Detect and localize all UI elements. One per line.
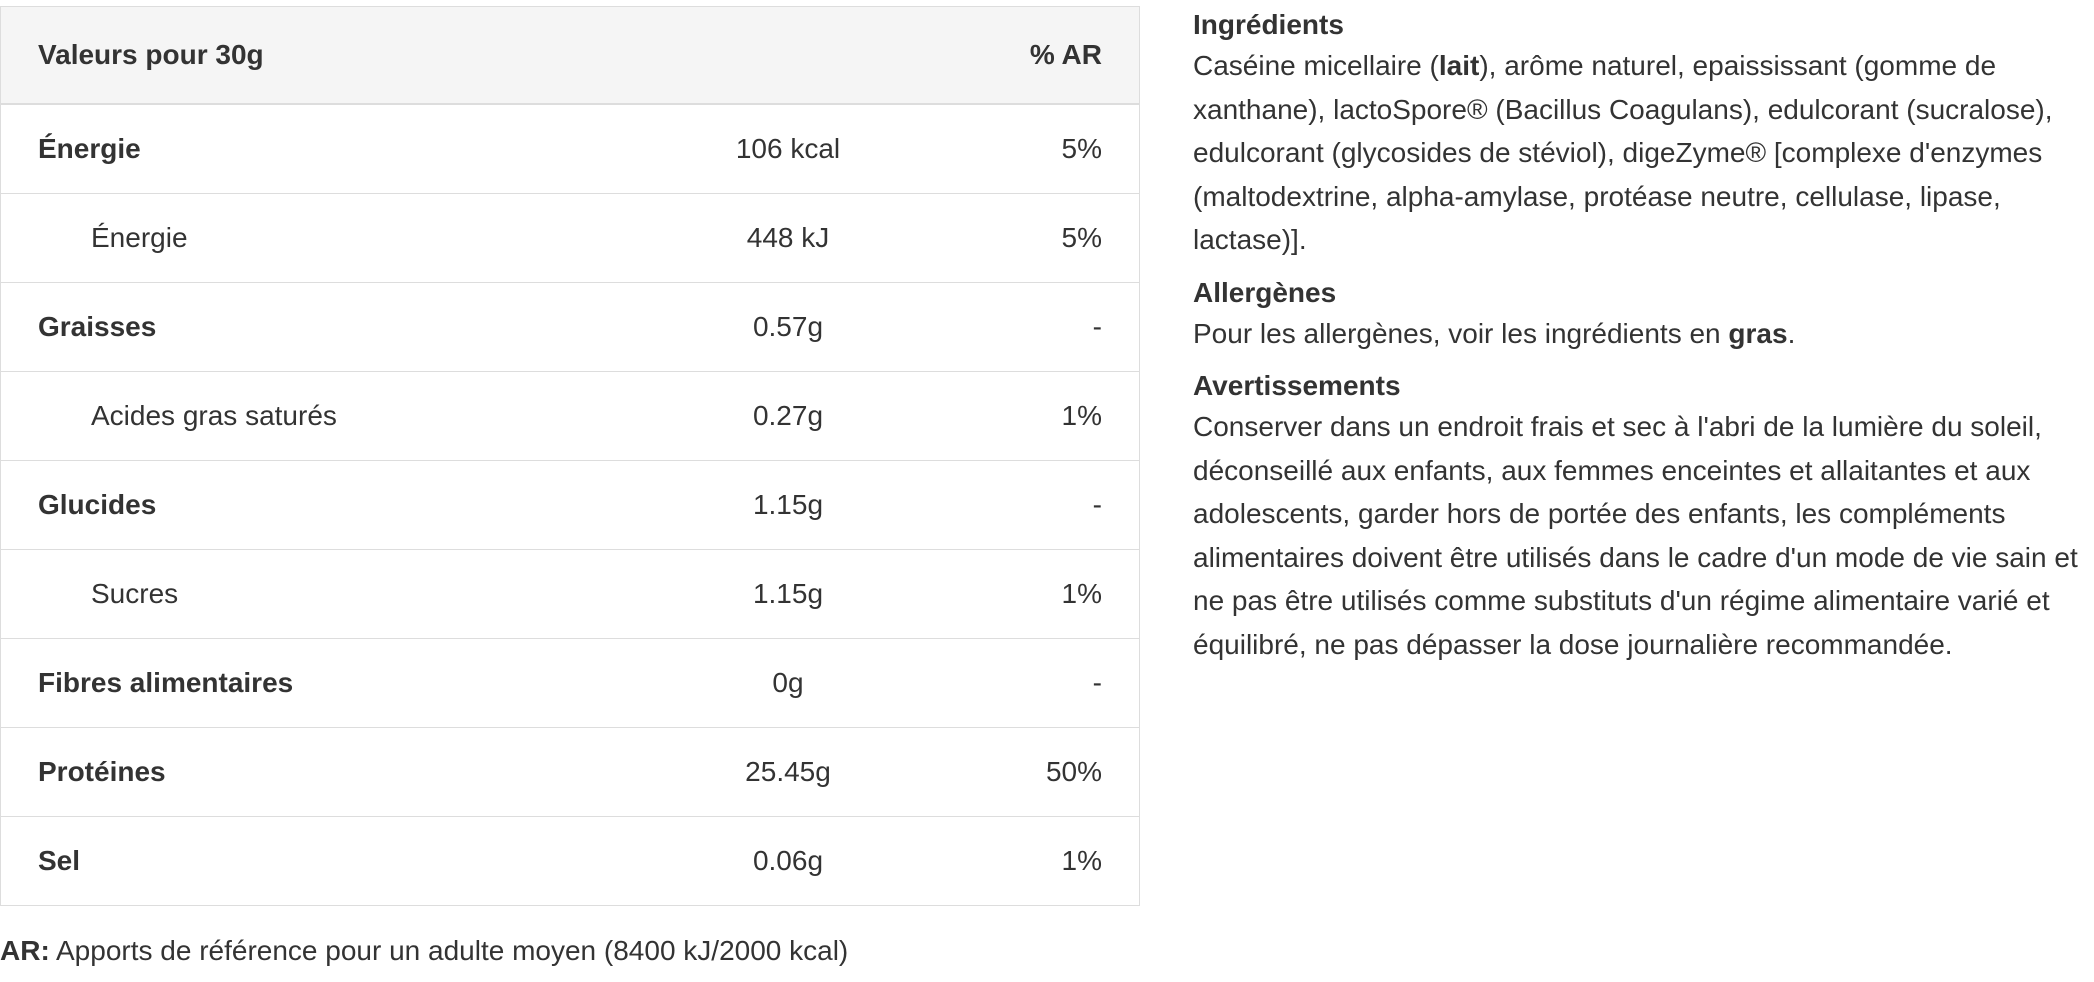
ingredients-text xyxy=(1193,44,2083,262)
allergens-title: Allergènes xyxy=(1193,276,1337,308)
nutrient-name: Sel xyxy=(1,817,639,906)
nutrient-ar: 5% xyxy=(938,104,1140,194)
header-reference-intake: % AR xyxy=(938,7,1140,105)
nutrient-amount: 0.57g xyxy=(638,283,938,372)
allergens-text-before: Pour les allergènes, voir les ingrédients en xyxy=(1193,317,1729,349)
nutrient-amount: 0.27g xyxy=(638,372,938,461)
reference-intake-footnote xyxy=(0,934,848,968)
nutrient-name: Graisses xyxy=(1,283,639,372)
warnings-text: Conserver dans un endroit frais et sec à l'abri de la lumière du soleil, déconseillé aux enfants, aux femmes enceintes et allaitantes et aux adolescents, garder hors de portée des enfants, les compléments alimentaires doivent être utilisés dans le cadre d'un mode de vie sain et ne pas être utilisés comme substituts d'un régime alimentaire varié et équilibré, ne pas dépasser la dose journalière recommandée. xyxy=(1193,411,2078,660)
nutrient-ar: 1% xyxy=(938,817,1140,906)
table-row xyxy=(1,194,1140,283)
nutrient-ar: - xyxy=(938,639,1140,728)
allergens-text-after: . xyxy=(1787,317,1796,349)
nutrient-amount: 1.15g xyxy=(638,461,938,550)
ingredients-title: Ingrédients xyxy=(1193,9,1344,40)
nutrient-amount: 1.15g xyxy=(638,550,938,639)
nutrient-amount: 0.06g xyxy=(638,817,938,906)
allergens-section xyxy=(1193,274,2083,356)
nutrient-ar: 50% xyxy=(938,728,1140,817)
nutrient-name: Protéines xyxy=(1,728,639,817)
table-row xyxy=(1,104,1140,194)
ingredients-section xyxy=(1193,6,2083,262)
nutrient-ar: 5% xyxy=(938,194,1140,283)
ingredients-allergen-bold: lait xyxy=(1438,50,1480,81)
allergens-text xyxy=(1193,312,2083,356)
table-row xyxy=(1,372,1140,461)
nutrient-ar: 1% xyxy=(938,372,1140,461)
header-amount xyxy=(638,7,938,105)
nutrient-name: Fibres alimentaires xyxy=(1,639,639,728)
nutrient-amount: 25.45g xyxy=(638,728,938,817)
allergens-bold-word: gras xyxy=(1728,317,1788,349)
table-row xyxy=(1,817,1140,906)
nutrient-name: Énergie xyxy=(1,104,639,194)
ingredients-text-after: ), arôme naturel, epaississant (gomme de xanthane), lactoSpore® (Bacillus Coagulans), edulcorant (sucralose), edulcorant (glycosides de stéviol), digeZyme® [complexe d'enzymes (maltodextrine, alpha-amylase, protéase neutre, cellulase, lipase, lactase)]. xyxy=(1193,50,2053,255)
nutrient-amount: 448 kJ xyxy=(638,194,938,283)
nutrition-table xyxy=(0,6,1140,906)
nutrient-amount: 106 kcal xyxy=(638,104,938,194)
nutrient-name: Énergie xyxy=(1,194,639,283)
header-values-per-serving: Valeurs pour 30g xyxy=(1,7,639,105)
table-row xyxy=(1,461,1140,550)
table-row xyxy=(1,283,1140,372)
nutrient-ar: - xyxy=(938,461,1140,550)
table-row xyxy=(1,728,1140,817)
ingredients-text-before: Caséine micellaire ( xyxy=(1193,50,1439,81)
table-row xyxy=(1,550,1140,639)
warnings-title: Avertissements xyxy=(1193,370,1401,401)
nutrient-name: Acides gras saturés xyxy=(1,372,639,461)
nutrient-ar: - xyxy=(938,283,1140,372)
footnote-text: Apports de référence pour un adulte moyen (8400 kJ/2000 kcal) xyxy=(49,935,849,966)
warnings-section xyxy=(1193,367,2083,666)
nutrient-ar: 1% xyxy=(938,550,1140,639)
nutrition-header-row xyxy=(1,7,1140,105)
footnote-label: AR: xyxy=(0,935,50,966)
product-info-panel xyxy=(1193,6,2083,678)
table-row xyxy=(1,639,1140,728)
nutrient-name: Sucres xyxy=(1,550,639,639)
nutrient-name: Glucides xyxy=(1,461,639,550)
nutrient-amount: 0g xyxy=(638,639,938,728)
